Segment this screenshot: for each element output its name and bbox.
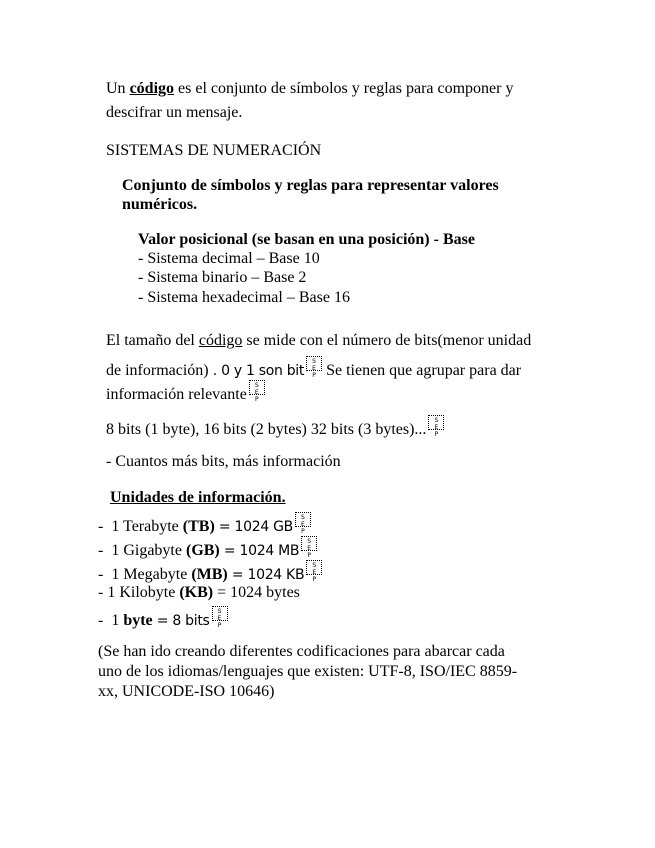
- positional-item: - Sistema decimal – Base 10: [138, 250, 320, 267]
- positional-heading: Valor posicional (se basan en una posición) - Base: [138, 231, 475, 248]
- definition-line-1: Conjunto de símbolos y reglas para representar valores: [122, 177, 499, 194]
- encodings-line-2: uno de los idiomas/lenguajes que existen: UTF-8, ISO/IEC 8859-: [98, 663, 518, 680]
- size-line-1: [106, 331, 531, 351]
- units-item: - 1 Kilobyte (KB) = 1024 bytes: [98, 584, 300, 601]
- size-l2-rest: Se tienen que agrupar para dar: [322, 362, 522, 379]
- size-rest: se mide con el número de bits(menor unidad: [242, 332, 532, 349]
- sep-icon: S E P: [301, 536, 317, 551]
- units-item: - 1 Gigabyte (GB) = 1024 MB S E P: [98, 536, 317, 561]
- more-bits-line: - Cuantos más bits, más información: [106, 453, 341, 470]
- sep-icon: S E P: [306, 560, 322, 575]
- intro-line-2: descifrar un mensaje.: [106, 104, 243, 121]
- sep-icon: S E P: [306, 356, 322, 371]
- bits-line: 8 bits (1 byte), 16 bits (2 bytes) 32 bits (3 bytes)... S E P: [106, 415, 444, 440]
- units-item: - 1 byte = 8 bits S E P: [98, 606, 228, 631]
- sep-icon: S E P: [212, 606, 228, 621]
- size-prefix: El tamaño del: [106, 332, 199, 349]
- sep-icon: S E P: [428, 415, 444, 430]
- units-item: - 1 Terabyte (TB) = 1024 GB S E P: [98, 512, 311, 537]
- size-line-3: información relevante S E P: [106, 380, 265, 405]
- sep-icon: S E P: [295, 512, 311, 527]
- size-l2-serif: de información): [106, 362, 209, 379]
- units-heading: Unidades de información.: [110, 489, 286, 506]
- codigo-term: código: [129, 80, 175, 97]
- definition-line-2: numéricos.: [122, 196, 198, 213]
- size-l2-sans: . 0 y 1 son bit: [208, 363, 305, 379]
- codigo-term-2: código: [198, 332, 243, 349]
- intro-rest: es el conjunto de símbolos y reglas para componer y: [174, 80, 514, 97]
- section-heading: SISTEMAS DE NUMERACIÓN: [106, 142, 322, 159]
- positional-item: - Sistema hexadecimal – Base 16: [138, 289, 350, 306]
- size-line-2: [106, 356, 521, 381]
- intro-line-1: [106, 79, 513, 99]
- intro-prefix: Un: [106, 80, 130, 97]
- encodings-line-3: xx, UNICODE-ISO 10646): [98, 683, 275, 700]
- encodings-line-1: (Se han ido creando diferentes codificaciones para abarcar cada: [98, 643, 505, 660]
- units-item: - 1 Megabyte (MB) = 1024 KB S E P: [98, 560, 322, 585]
- positional-item: - Sistema binario – Base 2: [138, 269, 307, 286]
- sep-icon: S E P: [249, 380, 265, 395]
